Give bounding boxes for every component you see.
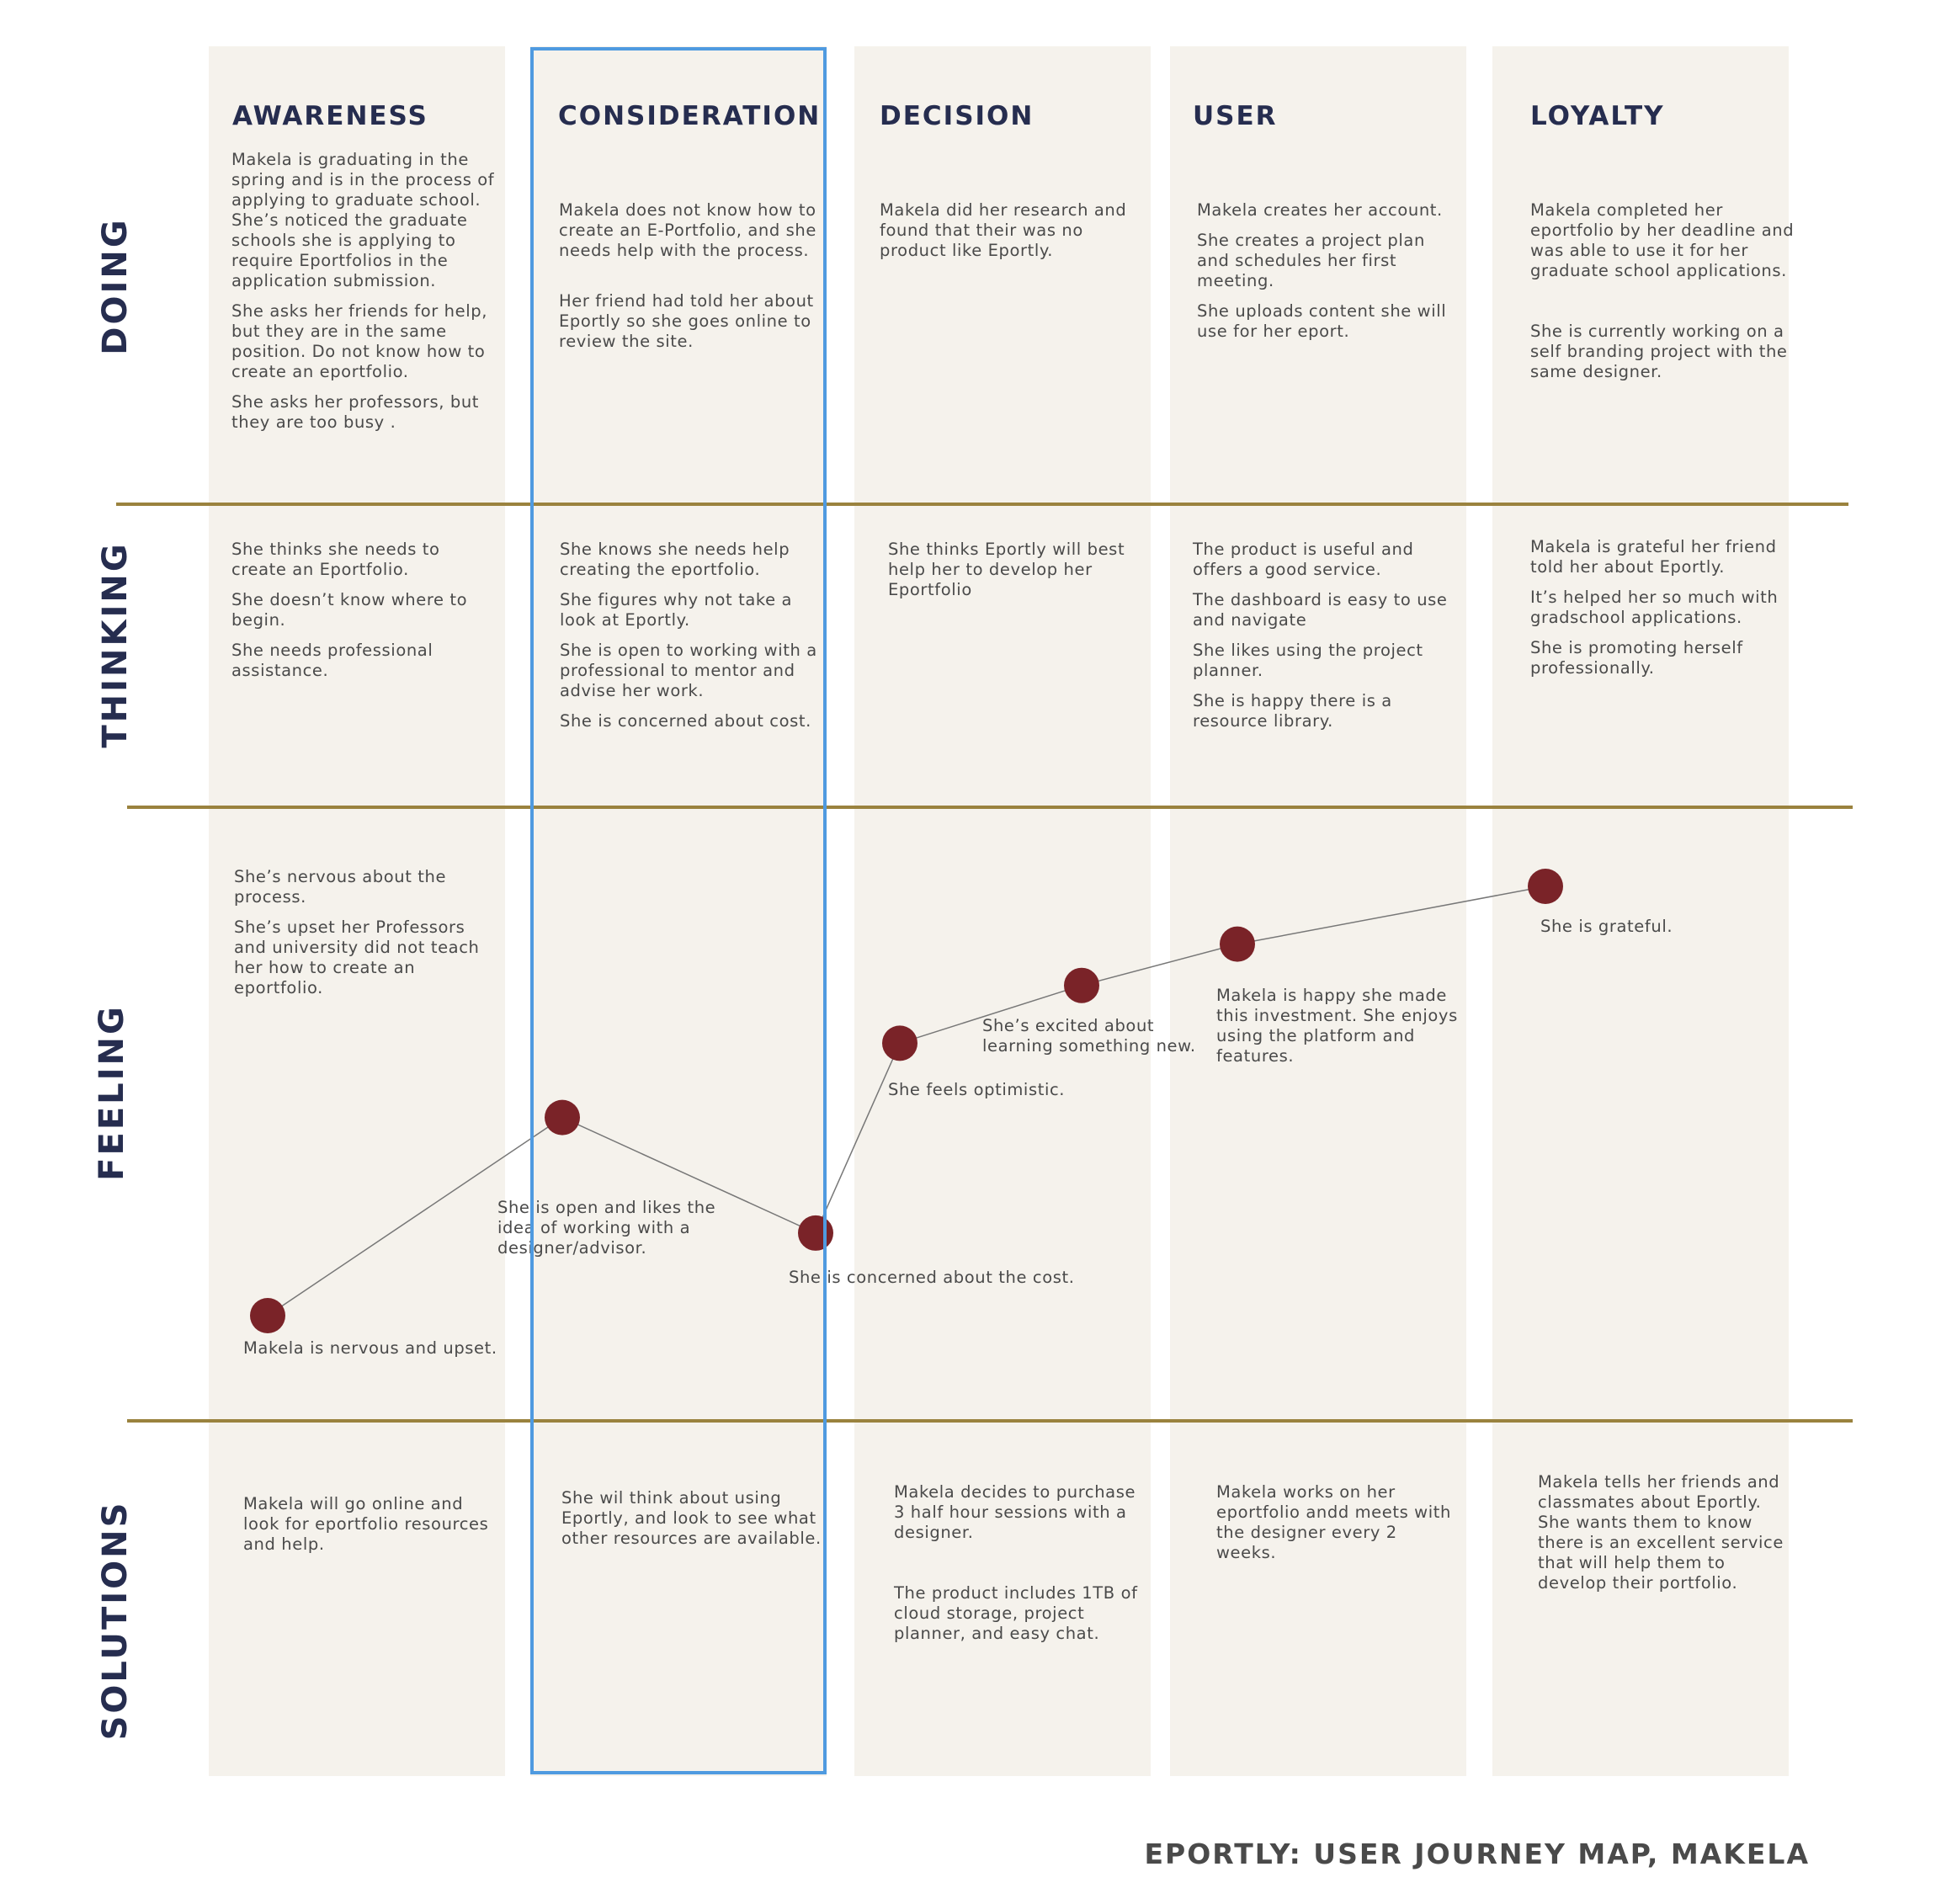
feeling-note: She’s upset her Professors and university did not teach her how to create an eportfolio. — [234, 917, 480, 997]
thinking-text: She is happy there is a resource library. — [1193, 691, 1392, 731]
thinking-cell-awareness — [231, 540, 484, 691]
thinking-text: Makela is grateful her friend told her about Eportly. — [1530, 537, 1777, 577]
solutions-cell-consideration — [561, 1488, 827, 1559]
thinking-text: She needs professional assistance. — [231, 641, 433, 680]
thinking-text: She doesn’t know where to begin. — [231, 590, 468, 630]
stage-title-awareness: AWARENESS — [232, 101, 428, 131]
thinking-text: She thinks she needs to create an Eportfolio. — [231, 540, 440, 579]
doing-text: She asks her friends for help, but they are in the same position. Do not know how to create an eportfolio. — [231, 301, 488, 381]
doing-text: Makela does not know how to create an E-Portfolio, and she needs help with the process. — [559, 200, 816, 260]
solutions-text: The product includes 1TB of cloud storage, project planner, and easy chat. — [894, 1583, 1138, 1643]
doing-text: Makela completed her eportfolio by her deadline and was able to use it for her graduate school applications. — [1530, 200, 1795, 280]
doing-cell-decision — [880, 200, 1142, 271]
solutions-text: Makela works on her eportfolio andd meets with the designer every 2 weeks. — [1216, 1482, 1451, 1562]
solutions-text: Makela tells her friends and classmates about Eportly. She wants them to know there is an excellent service that will help them to develop their portfolio. — [1538, 1472, 1784, 1593]
thinking-text: She is concerned about cost. — [560, 711, 811, 731]
thinking-text: She is open to working with a professional to mentor and advise her work. — [560, 641, 817, 700]
stage-title-user: USER — [1193, 101, 1278, 131]
solutions-cell-loyalty — [1538, 1472, 1790, 1604]
thinking-text: It’s helped her so much with gradschool applications. — [1530, 588, 1779, 627]
row-label-feeling: FEELING — [93, 1004, 131, 1181]
doing-text: She creates a project plan and schedules her first meeting. — [1197, 231, 1425, 290]
thinking-text: She is promoting herself professionally. — [1530, 638, 1743, 678]
solutions-cell-decision — [894, 1482, 1138, 1654]
solutions-text: She wil think about using Eportly, and look to see what other resources are available. — [561, 1488, 822, 1548]
feeling-point-label: Makela is nervous and upset. — [243, 1338, 497, 1358]
thinking-cell-user — [1193, 540, 1460, 742]
feeling-point-label: She feels optimistic. — [888, 1080, 1066, 1099]
thinking-text: She knows she needs help creating the eportfolio. — [560, 540, 790, 579]
doing-cell-awareness — [231, 150, 501, 443]
thinking-text: She figures why not take a look at Eportly. — [560, 590, 793, 630]
doing-text: Makela is graduating in the spring and is in the process of applying to graduate school. She’s noticed the graduate schools she is applying to require Eportfolios in the application submission. — [231, 150, 495, 290]
doing-cell-loyalty — [1530, 200, 1800, 392]
feeling-note: She’s nervous about the process. — [234, 867, 447, 907]
thinking-text: The dashboard is easy to use and navigate — [1193, 590, 1448, 630]
solutions-cell-user — [1216, 1482, 1460, 1573]
doing-text: Makela creates her account. — [1197, 200, 1443, 220]
stage-title-consideration: CONSIDERATION — [558, 101, 822, 131]
doing-text: Makela did her research and found that their was no product like Eportly. — [880, 200, 1127, 260]
row-label-solutions: SOLUTIONS — [96, 1500, 135, 1741]
feeling-point-label: She’s excited about learning something new. — [982, 1016, 1196, 1056]
doing-text: She asks her professors, but they are too busy . — [231, 392, 480, 432]
thinking-text: The product is useful and offers a good service. — [1193, 540, 1414, 579]
doing-text: Her friend had told her about Eportly so she goes online to review the site. — [559, 291, 814, 351]
doing-text: She is currently working on a self branding project with the same designer. — [1530, 322, 1788, 381]
doing-cell-user — [1197, 200, 1458, 352]
thinking-text: She thinks Eportly will best help her to develop her Eportfolio — [888, 540, 1125, 599]
solutions-text: Makela will go online and look for eportfolio resources and help. — [243, 1494, 489, 1554]
thinking-cell-decision — [888, 540, 1141, 610]
stage-title-loyalty: LOYALTY — [1530, 101, 1665, 131]
solutions-cell-awareness — [243, 1494, 496, 1565]
row-label-doing: DOING — [96, 217, 135, 355]
feeling-point-label: She is concerned about the cost. — [789, 1268, 1075, 1287]
feeling-notes — [234, 867, 495, 1008]
feeling-point-label: She is grateful. — [1540, 917, 1673, 936]
doing-cell-consideration — [559, 200, 825, 362]
row-label-thinking: THINKING — [96, 541, 135, 748]
stage-title-decision: DECISION — [880, 101, 1034, 131]
thinking-text: She likes using the project planner. — [1193, 641, 1423, 680]
divider-feeling-solutions — [127, 1419, 1853, 1423]
thinking-cell-loyalty — [1530, 537, 1791, 689]
thinking-cell-consideration — [560, 540, 825, 742]
divider-doing-thinking — [116, 503, 1848, 506]
page-title: EPORTLY: USER JOURNEY MAP, MAKELA — [1144, 1838, 1810, 1870]
solutions-text: Makela decides to purchase 3 half hour sessions with a designer. — [894, 1482, 1136, 1542]
feeling-point-label: She is open and likes the idea of working with a designer/advisor. — [497, 1198, 716, 1258]
doing-text: She uploads content she will use for her eport. — [1197, 301, 1447, 341]
divider-thinking-feeling — [127, 806, 1853, 809]
feeling-point-label: Makela is happy she made this investment. She enjoys using the platform and features. — [1216, 986, 1458, 1066]
